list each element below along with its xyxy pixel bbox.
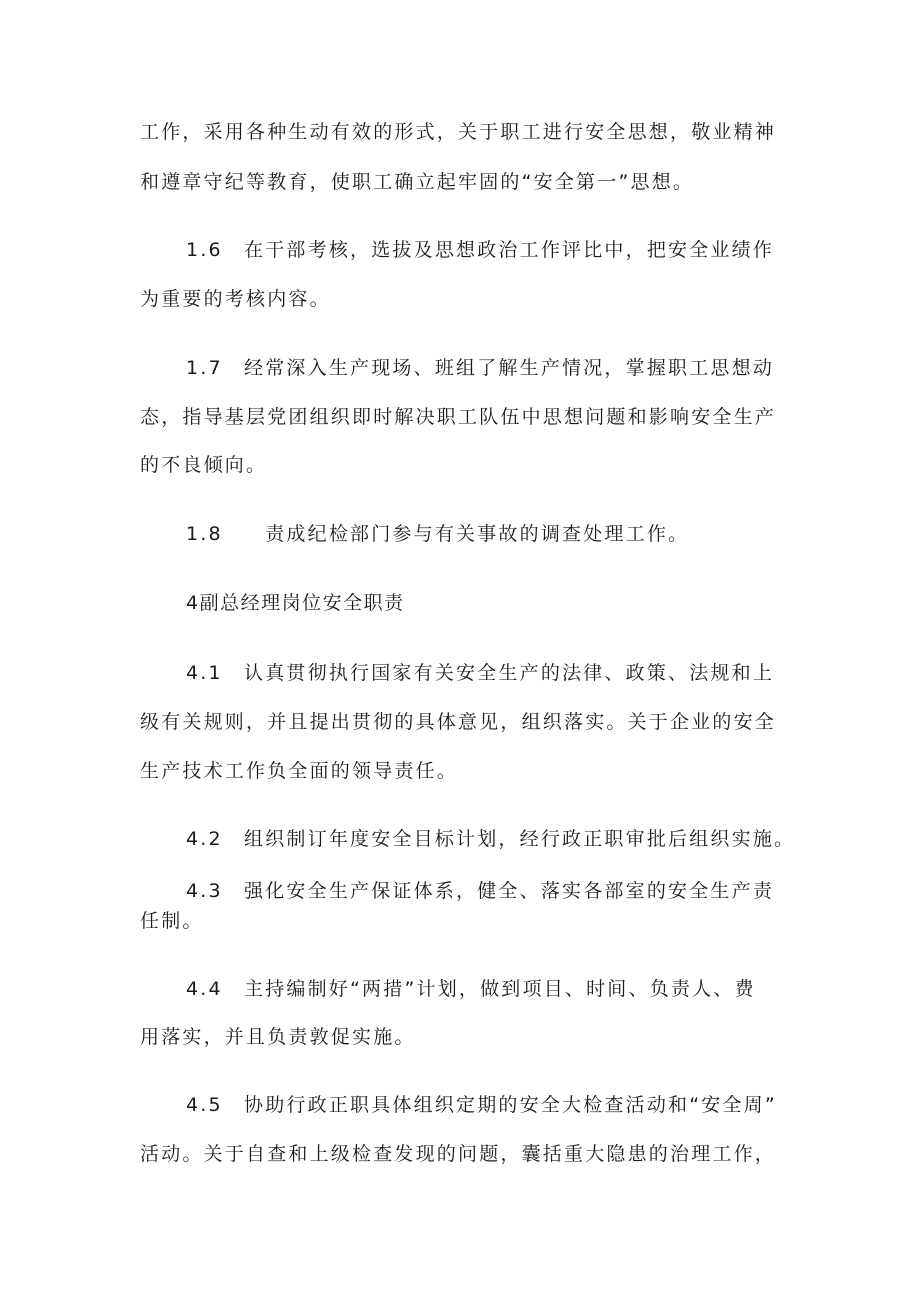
text-line: 4.3 强化安全生产保证体系，健全、落实各部室的安全生产责 bbox=[186, 880, 775, 902]
text-line: 和遵章守纪等教育，使职工确立起牢固的“安全第一”思想。 bbox=[140, 171, 695, 193]
text-line: 为重要的考核内容。 bbox=[140, 288, 331, 310]
text-line: 活动。关于自查和上级检查发现的问题，囊括重大隐患的治理工作， bbox=[140, 1143, 777, 1165]
text-line: 级有关规则，并且提出贯彻的具体意见，组织落实。关于企业的安全 bbox=[140, 711, 777, 733]
text-line: 1.8 责成纪检部门参与有关事故的调查处理工作。 bbox=[186, 523, 690, 545]
text-line: 工作，采用各种生动有效的形式，关于职工进行安全思想，敬业精神 bbox=[140, 121, 777, 143]
text-line: 1.6 在干部考核，选拔及思想政治工作评比中，把安全业绩作 bbox=[186, 239, 775, 261]
text-line: 的不良倾向。 bbox=[140, 454, 268, 476]
text-line: 用落实，并且负责敦促实施。 bbox=[140, 1026, 416, 1048]
text-line: 任制。 bbox=[140, 910, 204, 932]
text-line: 4.2 组织制订年度安全目标计划，经行政正职审批后组织实施。 bbox=[186, 828, 796, 850]
text-line: 1.7 经常深入生产现场、班组了解生产情况，掌握职工思想动 bbox=[186, 357, 775, 379]
text-line: 态，指导基层党团组织即时解决职工队伍中思想问题和影响安全生产 bbox=[140, 406, 777, 428]
text-line: 4.4 主持编制好“两措”计划，做到项目、时间、负责人、费 bbox=[186, 978, 756, 1000]
section-heading: 4副总经理岗位安全职责 bbox=[186, 592, 405, 614]
text-line: 4.1 认真贯彻执行国家有关安全生产的法律、政策、法规和上 bbox=[186, 662, 775, 684]
text-line: 4.5 协助行政正职具体组织定期的安全大检查活动和“安全周” bbox=[186, 1094, 777, 1116]
text-line: 生产技术工作负全面的领导责任。 bbox=[140, 760, 459, 782]
